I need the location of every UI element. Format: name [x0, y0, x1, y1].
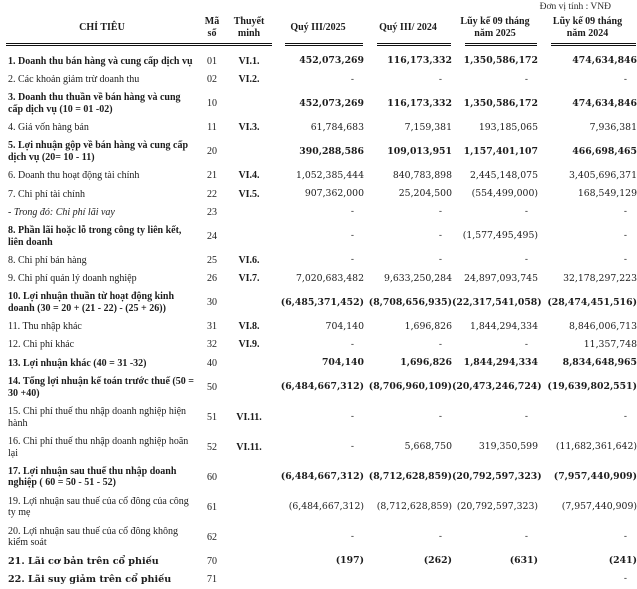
row-value: [364, 571, 452, 589]
row-value: -: [623, 206, 627, 218]
row-code: 40: [207, 357, 217, 369]
row-value: (6,484,667,312): [280, 470, 364, 482]
row-label: 8. Chi phí bán hàng: [8, 254, 87, 266]
row-value: -: [438, 206, 442, 218]
table-row: [6, 318, 637, 336]
row-note: [226, 373, 272, 403]
row-value: (7,957,440,909): [561, 500, 637, 512]
header-rule: [285, 43, 363, 46]
row-note: VI.4.: [238, 170, 260, 182]
row-note: [226, 462, 272, 492]
row-value: [452, 571, 538, 589]
row-value: 704,140: [325, 320, 364, 332]
row-note: VI.3.: [238, 122, 260, 134]
row-code: 24: [207, 230, 217, 242]
row-value: (6,484,667,312): [288, 500, 364, 512]
row-code: 32: [207, 339, 217, 351]
row-note: VI.1.: [238, 56, 260, 67]
row-value: 1,157,401,107: [463, 145, 538, 157]
row-value: 474,634,846: [572, 97, 637, 109]
row-value: (28,474,451,516): [547, 296, 637, 308]
row-label: 16. Chi phí thuế thu nhập doanh nghiệp hoãn lại: [8, 435, 189, 459]
row-value: -: [524, 338, 528, 350]
unit-note: Đơn vị tính : VNĐ: [539, 2, 611, 12]
row-code: 70: [207, 555, 217, 567]
row-label: 4. Giá vốn hàng bán: [8, 122, 89, 134]
row-code: 26: [207, 273, 217, 285]
row-value: (7,957,440,909): [553, 470, 637, 482]
row-value: [272, 571, 364, 589]
income-statement-table: [6, 14, 637, 589]
row-value: 1,696,826: [404, 320, 452, 332]
row-value: 193,185,065: [478, 121, 538, 133]
row-value: -: [438, 411, 442, 423]
row-value: 840,783,898: [392, 169, 452, 181]
row-value: (6,484,667,312): [280, 381, 364, 393]
row-value: -: [623, 530, 627, 542]
row-label: 1. Doanh thu bán hàng và cung cấp dịch vụ: [8, 56, 193, 67]
row-value: -: [350, 206, 354, 218]
row-note: [226, 89, 272, 119]
row-value: 1,696,826: [400, 357, 452, 368]
row-value: -: [623, 254, 627, 266]
row-value: (8,708,656,935): [368, 296, 452, 308]
row-value: 116,173,332: [387, 55, 452, 67]
row-value: (20,792,597,323): [456, 500, 538, 512]
table-row: [6, 204, 637, 222]
row-value: -: [438, 338, 442, 350]
row-value: -: [524, 73, 528, 85]
row-value: (8,712,628,859): [376, 500, 452, 512]
header-ma-so: Mã số: [198, 14, 226, 46]
table-row: [6, 462, 637, 492]
row-note: [226, 492, 272, 522]
row-value: -: [350, 230, 354, 242]
row-label: 8. Phần lãi hoặc lỗ trong công ty liên kết, liên doanh: [8, 224, 182, 248]
row-value: -: [438, 73, 442, 85]
row-value: -: [623, 230, 627, 242]
table-header: [6, 14, 637, 46]
row-code: 50: [207, 381, 217, 393]
row-code: 61: [207, 501, 217, 513]
table-row: [6, 492, 637, 522]
row-value: -: [350, 338, 354, 350]
header-rule: [377, 43, 451, 46]
row-value: 704,140: [321, 357, 364, 368]
header-rule: [6, 43, 198, 46]
row-note: [226, 222, 272, 252]
row-code: 10: [207, 98, 217, 110]
row-note: VI.11.: [236, 411, 262, 423]
table-row: [6, 167, 637, 185]
table-row: [6, 571, 637, 589]
row-note: [226, 354, 272, 372]
row-value: -: [623, 73, 627, 85]
row-value: 7,020,683,482: [295, 272, 364, 284]
row-code: 11: [207, 122, 217, 134]
row-value: 907,362,000: [304, 188, 364, 200]
header-thuyet-minh: Thuyết minh: [226, 14, 272, 46]
table-row: [6, 433, 637, 463]
row-value: 474,634,846: [572, 55, 637, 67]
row-value: 9,633,250,284: [383, 272, 452, 284]
table-row: [6, 71, 637, 89]
row-value: 7,159,381: [404, 121, 452, 133]
row-value: -: [350, 254, 354, 266]
row-code: 02: [207, 74, 217, 86]
row-label: 6. Doanh thu hoạt động tài chính: [8, 170, 140, 182]
row-code: 23: [207, 206, 217, 218]
header-q3-2024: Quý III/ 2024: [364, 14, 452, 46]
row-value: (197): [335, 554, 364, 566]
row-note: VI.2.: [238, 74, 260, 86]
row-label: 2. Các khoản giảm trừ doanh thu: [8, 74, 140, 86]
row-value: (20,473,246,724): [452, 381, 542, 393]
row-value: -: [350, 73, 354, 85]
table-row: [6, 185, 637, 203]
row-value: (241): [608, 554, 637, 566]
header-q3-2025: Quý III/2025: [272, 14, 364, 46]
row-value: 8,834,648,965: [562, 357, 637, 368]
row-value: (6,485,371,452): [280, 296, 364, 308]
table-body: [6, 46, 637, 589]
row-value: 5,668,750: [404, 441, 452, 453]
row-value: 3,405,696,371: [568, 169, 637, 181]
row-label: 7. Chi phí tài chính: [8, 188, 85, 200]
row-value: -: [350, 530, 354, 542]
table-row: [6, 119, 637, 137]
row-code: 62: [207, 531, 217, 543]
row-note: VI.8.: [238, 321, 260, 333]
row-note: [226, 288, 272, 318]
row-value: 2,445,148,075: [469, 169, 538, 181]
row-label: 11. Thu nhập khác: [8, 321, 82, 333]
table-row: [6, 222, 637, 252]
row-value: 61,784,683: [310, 121, 364, 133]
row-value: 1,052,385,444: [295, 169, 364, 181]
row-label: 22. Lãi suy giảm trên cổ phiếu: [8, 573, 172, 585]
row-label: 9. Chi phí quản lý doanh nghiệp: [8, 273, 137, 285]
row-value: 452,073,269: [299, 55, 364, 67]
row-value: -: [623, 411, 627, 423]
row-label: 12. Chi phí khác: [8, 339, 75, 351]
row-value: 32,178,297,223: [563, 272, 637, 284]
row-label: 15. Chi phí thuế thu nhập doanh nghiệp hiện hành: [8, 405, 187, 429]
table-row: [6, 270, 637, 288]
row-value: 8,846,006,713: [568, 320, 637, 332]
table-row: [6, 373, 637, 403]
row-value: 7,936,381: [589, 121, 637, 133]
row-value: (554,499,000): [471, 188, 538, 200]
row-value: 116,173,332: [387, 97, 452, 109]
row-value: -: [623, 573, 627, 585]
row-value: (19,639,802,551): [547, 381, 637, 393]
row-value: (8,712,628,859): [368, 470, 452, 482]
header-rule: [226, 43, 272, 46]
table-row: [6, 354, 637, 372]
row-value: -: [524, 530, 528, 542]
header-rule: [198, 43, 226, 46]
row-value: (22,317,541,058): [452, 296, 542, 308]
row-label: 5. Lợi nhuận gộp về bán hàng và cung cấp dịch vụ (20= 10 - 11): [8, 140, 189, 164]
row-value: 390,288,586: [299, 145, 364, 157]
table-row: [6, 552, 637, 570]
table-row: [6, 252, 637, 270]
row-code: 25: [207, 254, 217, 266]
table-row: [6, 137, 637, 167]
row-value: (1,577,495,495): [462, 230, 538, 242]
table-row: [6, 403, 637, 433]
row-value: (631): [509, 554, 538, 566]
row-code: 31: [207, 321, 217, 333]
row-label: 14. Tổng lợi nhuận kế toán trước thuế (50 = 30 +40): [8, 375, 194, 399]
row-code: 60: [207, 471, 217, 483]
row-label: 13. Lợi nhuận khác (40 = 31 -32): [8, 357, 147, 369]
row-note: [226, 552, 272, 570]
row-value: 1,350,586,172: [463, 97, 538, 109]
row-code: 21: [207, 170, 217, 182]
header-rule: [465, 43, 537, 46]
row-label: 3. Doanh thu thuần về bán hàng và cung cấp dịch vụ (10 = 01 -02): [8, 92, 181, 116]
row-code: 30: [207, 297, 217, 309]
row-value: 109,013,951: [387, 145, 452, 157]
row-value: -: [438, 530, 442, 542]
row-code: 01: [207, 56, 217, 67]
row-value: -: [438, 230, 442, 242]
header-ytd-2025: Lũy kế 09 tháng năm 2025: [452, 14, 538, 46]
row-value: 1,844,294,334: [463, 357, 538, 368]
row-code: 52: [207, 441, 217, 453]
row-value: -: [438, 254, 442, 266]
row-value: -: [524, 254, 528, 266]
row-value: 24,897,093,745: [464, 272, 538, 284]
table-row: [6, 336, 637, 354]
table-row: [6, 89, 637, 119]
row-code: 20: [207, 146, 217, 158]
row-value: 1,844,294,334: [469, 320, 538, 332]
row-value: (20,792,597,323): [452, 470, 542, 482]
row-value: -: [524, 411, 528, 423]
row-value: (262): [423, 554, 452, 566]
row-value: 25,204,500: [398, 188, 452, 200]
row-note: [226, 137, 272, 167]
row-note: VI.5.: [238, 188, 260, 200]
row-label: 17. Lợi nhuận sau thuế thu nhập doanh nghiệp ( 60 = 50 - 51 - 52): [8, 465, 177, 489]
row-label: - Trong đó: Chi phí lãi vay: [8, 206, 115, 218]
header-ytd-2024: Lũy kế 09 tháng năm 2024: [538, 14, 637, 46]
row-label: 10. Lợi nhuận thuần từ hoạt động kinh doanh (30 = 20 + (21 - 22) - (25 + 26)): [8, 291, 175, 315]
row-note: [226, 522, 272, 552]
row-value: 466,698,465: [572, 145, 637, 157]
header-rule: [551, 43, 636, 46]
row-note: VI.9.: [238, 339, 260, 351]
row-note: [226, 204, 272, 222]
row-note: [226, 571, 272, 589]
table-row: [6, 46, 637, 71]
row-value: 168,549,129: [577, 188, 637, 200]
row-note: VI.11.: [236, 441, 262, 453]
row-value: (11,682,361,642): [555, 441, 637, 453]
row-label: 21. Lãi cơ bản trên cổ phiếu: [8, 555, 159, 567]
row-code: 22: [207, 188, 217, 200]
row-value: -: [350, 411, 354, 423]
row-code: 51: [207, 411, 217, 423]
row-label: 20. Lợi nhuận sau thuế của cổ đông không kiểm soát: [8, 525, 178, 549]
row-value: 452,073,269: [299, 97, 364, 109]
header-chi-tieu-label: CHỈ TIÊU: [79, 22, 125, 33]
row-value: 1,350,586,172: [463, 55, 538, 67]
row-value: (8,706,960,109): [368, 381, 452, 393]
table-row: [6, 288, 637, 318]
row-value: -: [350, 441, 354, 453]
row-label: 19. Lợi nhuận sau thuế của cổ đông của công ty mẹ: [8, 495, 189, 519]
row-value: -: [524, 206, 528, 218]
table-row: [6, 522, 637, 552]
row-note: VI.6.: [238, 254, 260, 266]
row-value: 319,350,599: [478, 441, 538, 453]
row-value: 11,357,748: [583, 338, 637, 350]
row-note: VI.7.: [238, 273, 260, 285]
header-chi-tieu: [6, 14, 198, 46]
row-code: 71: [207, 573, 217, 585]
